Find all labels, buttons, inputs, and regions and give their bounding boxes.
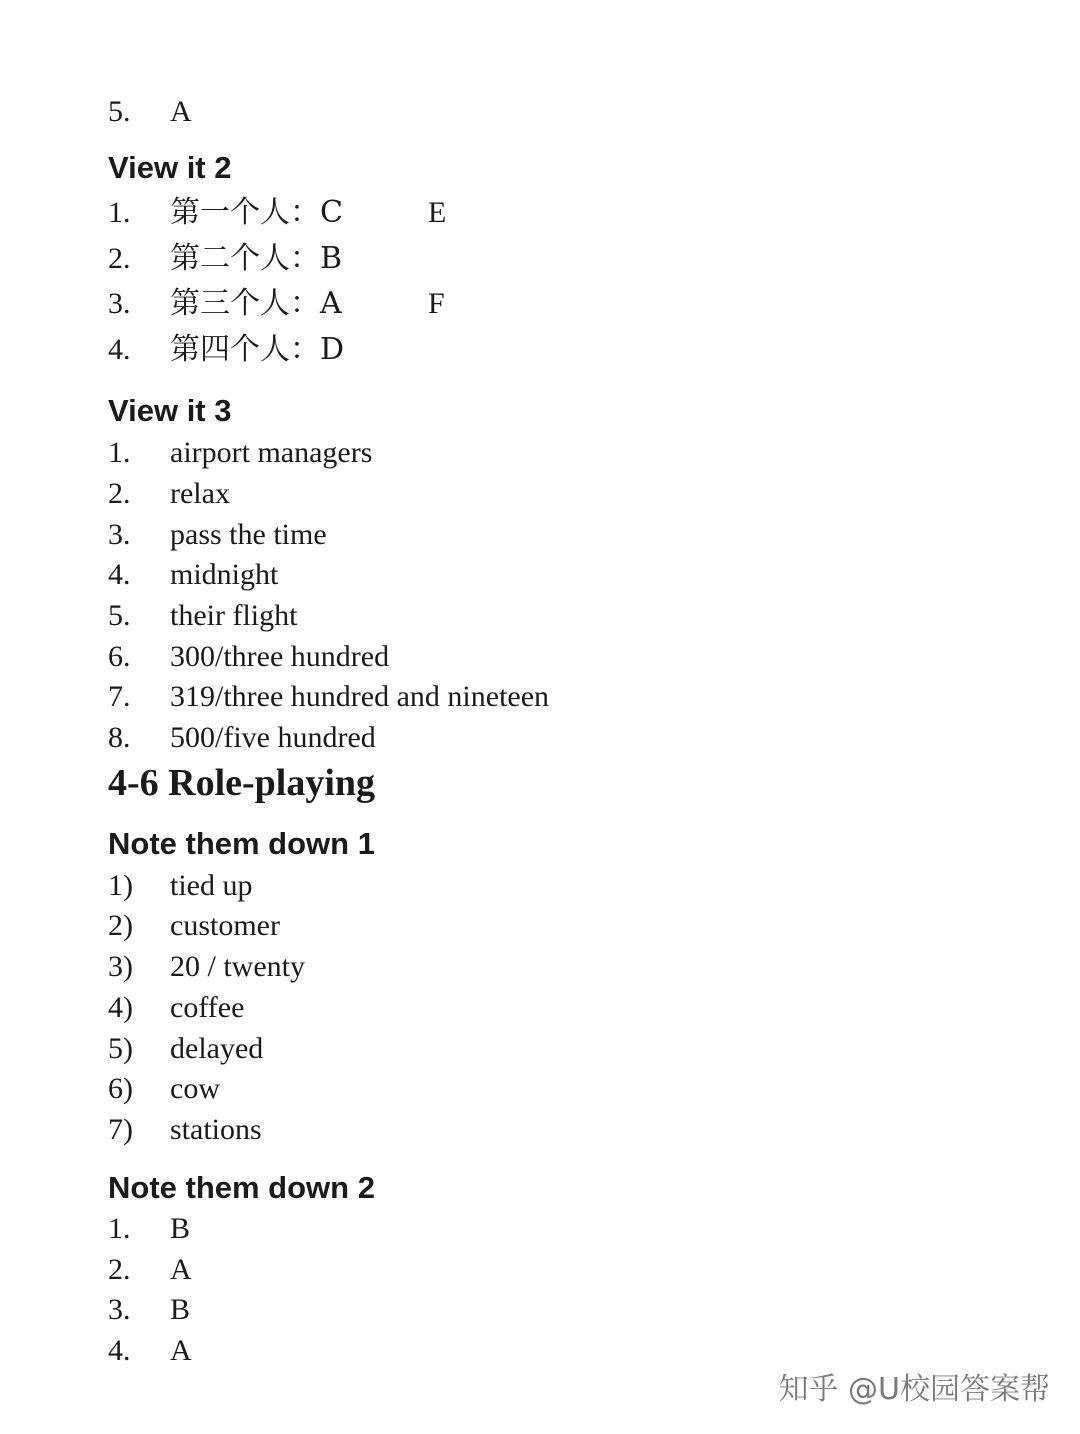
item-answer: 第二个人：B (170, 241, 343, 276)
item-answer: relax (170, 477, 230, 510)
item-answer: B (170, 1293, 191, 1326)
item-answer-extra: E (428, 196, 447, 229)
item-number: 4) (108, 991, 133, 1024)
item-answer: airport managers (170, 436, 373, 469)
item-number: 7) (108, 1113, 133, 1146)
item-number: 8. (108, 721, 131, 754)
item-answer: 500/five hundred (170, 721, 376, 754)
item-number: 2. (108, 1253, 131, 1286)
item-answer: A (170, 95, 192, 128)
item-answer: their flight (170, 599, 298, 632)
section-heading-view-it-3: View it 3 (108, 393, 232, 428)
item-answer: A (170, 1253, 192, 1286)
item-answer: cow (170, 1072, 220, 1105)
item-number: 5. (108, 599, 131, 632)
item-number: 7. (108, 680, 131, 713)
item-answer: A (170, 1334, 192, 1367)
item-answer: coffee (170, 991, 245, 1024)
item-number: 2. (108, 242, 131, 275)
item-number: 1) (108, 869, 133, 902)
section-heading-note-them-down-2: Note them down 2 (108, 1170, 375, 1205)
item-answer: 319/three hundred and nineteen (170, 680, 550, 713)
item-answer: customer (170, 909, 280, 942)
section-title: 4-6 Role-playing (108, 762, 376, 804)
item-number: 6) (108, 1072, 133, 1105)
item-number: 5) (108, 1032, 133, 1065)
item-answer: midnight (170, 558, 279, 591)
item-answer-extra: F (428, 287, 445, 320)
item-answer: delayed (170, 1032, 264, 1065)
item-answer: pass the time (170, 518, 327, 551)
section-heading-view-it-2: View it 2 (108, 150, 232, 185)
item-answer: tied up (170, 869, 253, 902)
item-number: 1. (108, 1212, 131, 1245)
section-heading-note-them-down-1: Note them down 1 (108, 826, 375, 861)
item-number: 3. (108, 1293, 131, 1326)
item-answer: 第一个人：C (170, 195, 343, 230)
watermark-text: 知乎 @U校园答案帮 (778, 1372, 1050, 1407)
item-number: 5. (108, 95, 131, 128)
item-number: 4. (108, 333, 131, 366)
item-number: 3. (108, 518, 131, 551)
item-number: 2) (108, 909, 133, 942)
item-answer: B (170, 1212, 191, 1245)
item-answer: 20 / twenty (170, 950, 305, 983)
item-number: 6. (108, 640, 131, 673)
item-number: 1. (108, 436, 131, 469)
item-answer: 第三个人：A (170, 286, 342, 321)
item-number: 2. (108, 477, 131, 510)
item-number: 3) (108, 950, 133, 983)
item-answer: 第四个人：D (170, 332, 345, 367)
item-number: 3. (108, 287, 131, 320)
item-number: 4. (108, 1334, 131, 1367)
item-number: 4. (108, 558, 131, 591)
item-number: 1. (108, 196, 131, 229)
item-answer: 300/three hundred (170, 640, 390, 673)
item-answer: stations (170, 1113, 262, 1146)
